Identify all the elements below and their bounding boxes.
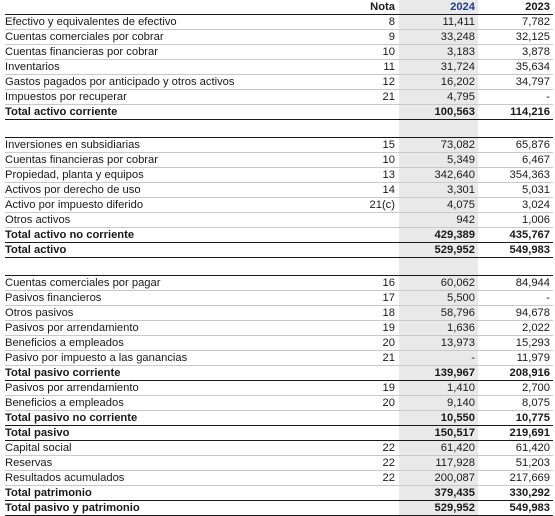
table-row: [5, 381, 553, 396]
row-value-2024: 9,140: [399, 396, 478, 411]
total-row: [5, 228, 553, 243]
table-row: [5, 60, 553, 75]
table-row: [5, 441, 553, 456]
spacer-cell: [399, 120, 478, 138]
row-nota: 14: [339, 183, 399, 198]
balance-sheet: [5, 0, 553, 516]
row-nota: 22: [339, 471, 399, 486]
table-header-row: [5, 0, 553, 15]
row-value-2023: 10,775: [478, 411, 553, 426]
row-value-2024: 1,636: [399, 321, 478, 336]
row-value-2024: 100,563: [399, 105, 478, 120]
row-value-2023: 61,420: [478, 441, 553, 456]
row-nota: 15: [339, 138, 399, 153]
table-row: [5, 153, 553, 168]
row-value-2024: 529,952: [399, 501, 478, 516]
row-value-2024: 4,075: [399, 198, 478, 213]
row-value-2024: 3,301: [399, 183, 478, 198]
spacer-cell: [339, 120, 399, 138]
header-year-2024: 2024: [399, 0, 478, 15]
row-value-2024: 5,500: [399, 291, 478, 306]
row-value-2023: 208,916: [478, 366, 553, 381]
row-value-2023: 5,031: [478, 183, 553, 198]
row-nota: [339, 366, 399, 381]
balance-table: [5, 0, 553, 516]
section-spacer: [5, 258, 553, 276]
row-label: Total pasivo y patrimonio: [5, 501, 339, 516]
row-value-2024: 73,082: [399, 138, 478, 153]
spacer-cell: [339, 258, 399, 276]
table-row: [5, 321, 553, 336]
spacer-cell: [5, 258, 339, 276]
row-value-2023: 65,876: [478, 138, 553, 153]
row-label: Inversiones en subsidiarias: [5, 138, 339, 153]
total-row: [5, 105, 553, 120]
table-row: [5, 291, 553, 306]
row-label: Efectivo y equivalentes de efectivo: [5, 15, 339, 30]
row-value-2023: 1,006: [478, 213, 553, 228]
row-label: Activo por impuesto diferido: [5, 198, 339, 213]
row-value-2023: 35,634: [478, 60, 553, 75]
row-value-2024: 342,640: [399, 168, 478, 183]
row-nota: 17: [339, 291, 399, 306]
row-value-2024: -: [399, 351, 478, 366]
row-nota: 10: [339, 153, 399, 168]
row-value-2024: 429,389: [399, 228, 478, 243]
row-value-2024: 139,967: [399, 366, 478, 381]
row-nota: 19: [339, 381, 399, 396]
spacer-cell: [478, 120, 553, 138]
row-label: Total pasivo corriente: [5, 366, 339, 381]
table-row: [5, 90, 553, 105]
row-label: Beneficios a empleados: [5, 336, 339, 351]
row-nota: 22: [339, 441, 399, 456]
row-value-2024: 13,973: [399, 336, 478, 351]
table-row: [5, 30, 553, 45]
table-row: [5, 198, 553, 213]
row-label: Cuentas comerciales por pagar: [5, 276, 339, 291]
row-label: Activos por derecho de uso: [5, 183, 339, 198]
row-value-2023: 114,216: [478, 105, 553, 120]
row-value-2023: 15,293: [478, 336, 553, 351]
row-value-2024: 61,420: [399, 441, 478, 456]
table-row: [5, 276, 553, 291]
row-label: Cuentas financieras por cobrar: [5, 153, 339, 168]
row-value-2023: -: [478, 291, 553, 306]
row-label: Resultados acumulados: [5, 471, 339, 486]
row-value-2023: 549,983: [478, 501, 553, 516]
row-value-2024: 5,349: [399, 153, 478, 168]
row-label: Otros pasivos: [5, 306, 339, 321]
header-nota: Nota: [339, 0, 399, 15]
row-value-2024: 33,248: [399, 30, 478, 45]
table-row: [5, 75, 553, 90]
row-label: Total pasivo: [5, 426, 339, 441]
row-nota: [339, 411, 399, 426]
table-row: [5, 336, 553, 351]
row-nota: 21: [339, 90, 399, 105]
row-nota: 21(c): [339, 198, 399, 213]
row-nota: [339, 501, 399, 516]
row-value-2023: 7,782: [478, 15, 553, 30]
row-label: Capital social: [5, 441, 339, 456]
total-row: [5, 426, 553, 441]
row-value-2024: 379,435: [399, 486, 478, 501]
row-label: Total activo corriente: [5, 105, 339, 120]
total-row: [5, 501, 553, 516]
row-value-2023: 330,292: [478, 486, 553, 501]
header-label-blank: [5, 0, 339, 15]
row-value-2023: 3,024: [478, 198, 553, 213]
row-value-2023: 549,983: [478, 243, 553, 258]
row-label: Gastos pagados por anticipado y otros activos: [5, 75, 339, 90]
row-value-2023: 84,944: [478, 276, 553, 291]
table-row: [5, 138, 553, 153]
row-value-2023: 11,979: [478, 351, 553, 366]
row-nota: 11: [339, 60, 399, 75]
row-nota: [339, 105, 399, 120]
row-nota: 10: [339, 45, 399, 60]
table-row: [5, 306, 553, 321]
row-nota: 21: [339, 351, 399, 366]
total-row: [5, 243, 553, 258]
total-row: [5, 411, 553, 426]
row-nota: 20: [339, 336, 399, 351]
row-nota: [339, 426, 399, 441]
total-row: [5, 366, 553, 381]
row-value-2023: 435,767: [478, 228, 553, 243]
row-value-2023: 219,691: [478, 426, 553, 441]
spacer-cell: [478, 258, 553, 276]
row-label: Pasivos financieros: [5, 291, 339, 306]
row-label: Beneficios a empleados: [5, 396, 339, 411]
row-value-2023: -: [478, 90, 553, 105]
row-value-2024: 200,087: [399, 471, 478, 486]
spacer-cell: [399, 258, 478, 276]
table-row: [5, 456, 553, 471]
row-nota: 19: [339, 321, 399, 336]
row-label: Reservas: [5, 456, 339, 471]
spacer-cell: [5, 120, 339, 138]
row-value-2023: 217,669: [478, 471, 553, 486]
table-row: [5, 183, 553, 198]
row-value-2024: 942: [399, 213, 478, 228]
row-nota: 12: [339, 75, 399, 90]
total-row: [5, 486, 553, 501]
table-body: [5, 15, 553, 516]
row-value-2023: 6,467: [478, 153, 553, 168]
table-row: [5, 15, 553, 30]
row-label: Pasivo por impuesto a las ganancias: [5, 351, 339, 366]
row-value-2024: 117,928: [399, 456, 478, 471]
row-label: Total pasivo no corriente: [5, 411, 339, 426]
table-row: [5, 213, 553, 228]
row-value-2024: 1,410: [399, 381, 478, 396]
row-label: Cuentas comerciales por cobrar: [5, 30, 339, 45]
row-label: Propiedad, planta y equipos: [5, 168, 339, 183]
row-value-2023: 51,203: [478, 456, 553, 471]
row-label: Otros activos: [5, 213, 339, 228]
row-nota: 22: [339, 456, 399, 471]
row-nota: [339, 213, 399, 228]
row-value-2024: 58,796: [399, 306, 478, 321]
table-row: [5, 45, 553, 60]
row-value-2023: 3,878: [478, 45, 553, 60]
row-value-2024: 10,550: [399, 411, 478, 426]
table-row: [5, 351, 553, 366]
row-nota: 13: [339, 168, 399, 183]
row-value-2023: 2,700: [478, 381, 553, 396]
row-value-2024: 4,795: [399, 90, 478, 105]
row-label: Pasivos por arrendamiento: [5, 321, 339, 336]
row-nota: 20: [339, 396, 399, 411]
row-value-2024: 529,952: [399, 243, 478, 258]
row-nota: 18: [339, 306, 399, 321]
row-label: Inventarios: [5, 60, 339, 75]
row-value-2024: 150,517: [399, 426, 478, 441]
section-spacer: [5, 120, 553, 138]
row-value-2024: 3,183: [399, 45, 478, 60]
row-value-2023: 354,363: [478, 168, 553, 183]
row-nota: [339, 243, 399, 258]
row-label: Total activo no corriente: [5, 228, 339, 243]
header-year-2023: 2023: [478, 0, 553, 15]
row-value-2024: 11,411: [399, 15, 478, 30]
table-row: [5, 471, 553, 486]
row-nota: 8: [339, 15, 399, 30]
row-nota: 9: [339, 30, 399, 45]
row-label: Total activo: [5, 243, 339, 258]
row-nota: [339, 228, 399, 243]
row-label: Total patrimonio: [5, 486, 339, 501]
row-value-2024: 31,724: [399, 60, 478, 75]
row-value-2023: 34,797: [478, 75, 553, 90]
row-value-2023: 8,075: [478, 396, 553, 411]
table-row: [5, 168, 553, 183]
row-value-2024: 60,062: [399, 276, 478, 291]
row-value-2023: 94,678: [478, 306, 553, 321]
row-value-2023: 2,022: [478, 321, 553, 336]
row-label: Pasivos por arrendamiento: [5, 381, 339, 396]
row-value-2024: 16,202: [399, 75, 478, 90]
row-nota: [339, 486, 399, 501]
row-value-2023: 32,125: [478, 30, 553, 45]
table-row: [5, 396, 553, 411]
row-nota: 16: [339, 276, 399, 291]
row-label: Impuestos por recuperar: [5, 90, 339, 105]
row-label: Cuentas financieras por cobrar: [5, 45, 339, 60]
